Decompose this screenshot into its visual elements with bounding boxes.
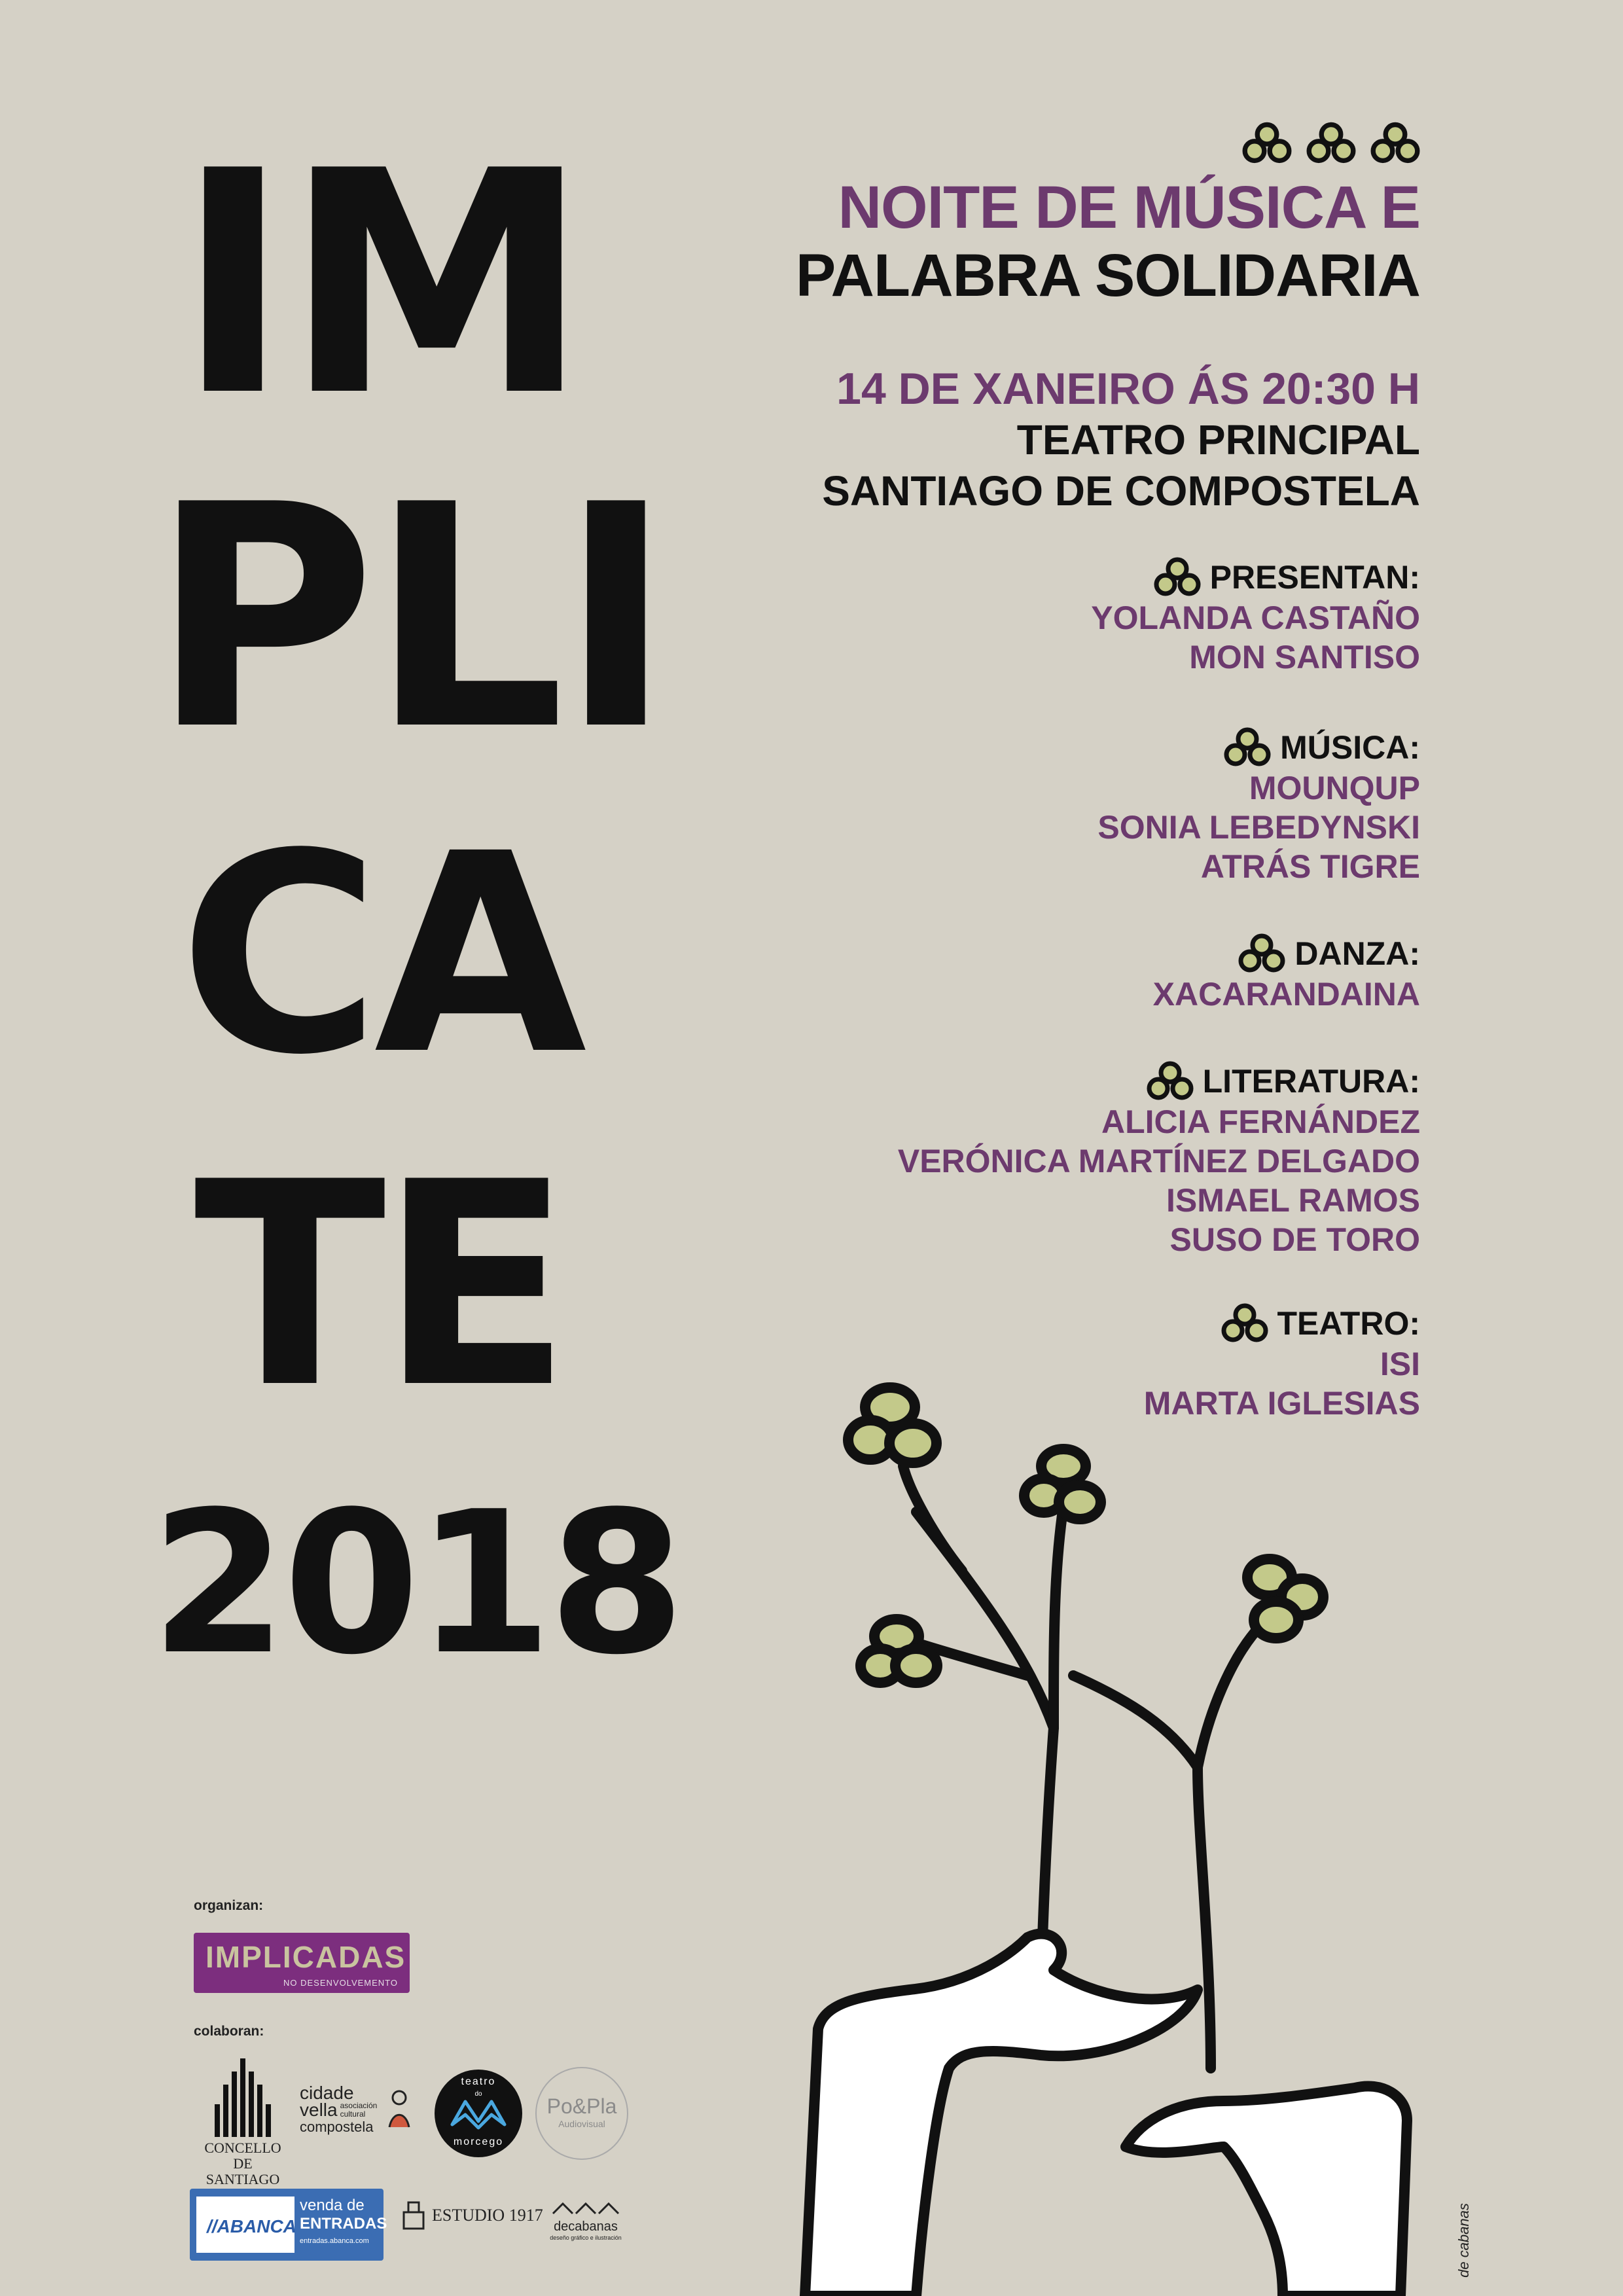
list-item: YOLANDA CASTAÑO — [1091, 600, 1420, 636]
section-heading: DANZA: — [1294, 935, 1420, 972]
title-line-year: 2018 — [151, 1469, 681, 1698]
list-item: MARTA IGLESIAS — [1143, 1385, 1420, 1422]
section-heading: PRESENTAN: — [1209, 559, 1420, 596]
list-item: ALICIA FERNÁNDEZ — [1101, 1103, 1420, 1140]
morcego-bottom-text: morcego — [453, 2136, 504, 2147]
trefoil-icon — [1370, 121, 1420, 166]
concello-logo — [194, 2058, 292, 2187]
event-details — [635, 363, 1420, 516]
list-item: SUSO DE TORO — [1169, 1221, 1420, 1258]
teatro-morcego-logo — [435, 2070, 522, 2157]
morcego-top-text: teatro — [461, 2076, 496, 2087]
implicadas-logo — [194, 1933, 410, 1993]
abanca-url: entradas.abanca.com — [300, 2237, 369, 2245]
list-item: MON SANTISO — [1189, 639, 1420, 675]
list-item: SONIA LEBEDYNSKI — [1097, 809, 1420, 846]
section-heading: MÚSICA: — [1280, 729, 1420, 766]
list-item: MOUNQUP — [1249, 770, 1420, 806]
big-title — [151, 105, 681, 1698]
decabanas-logo — [543, 2200, 628, 2241]
hands-plant-illustration — [766, 1361, 1492, 2296]
cidade-figure-icon — [383, 2088, 416, 2134]
morcego-mid-text: do — [474, 2090, 482, 2098]
cidade-text-3: compostela — [300, 2119, 374, 2135]
cidade-small-2: cultural — [340, 2109, 366, 2119]
headline-line-1: NOITE DE MÚSICA E — [838, 174, 1420, 241]
concello-line-1: CONCELLO DE — [204, 2140, 281, 2172]
title-line-te: TE — [194, 1122, 565, 1450]
cidade-text-1: cidade — [300, 2083, 354, 2103]
title-line-pli: PLI — [151, 439, 667, 797]
section-heading: LITERATURA: — [1202, 1063, 1420, 1100]
abanca-logo — [190, 2189, 387, 2261]
list-item: VERÓNICA MARTÍNEZ DELGADO — [897, 1143, 1420, 1179]
event-venue: TEATRO PRINCIPAL — [1016, 416, 1420, 463]
implicadas-logo-subtext: NO DESENVOLVEMENTO — [283, 1978, 398, 1988]
trefoil-icon — [1306, 121, 1356, 166]
bat-icon — [449, 2098, 508, 2131]
abanca-line-1: venda de — [300, 2197, 365, 2214]
section-musica — [635, 726, 1420, 886]
signature: de cabanas — [1455, 2203, 1472, 2278]
cidade-text-2: vella — [300, 2100, 338, 2120]
cidade-small-1: asociación — [340, 2101, 378, 2110]
popla-text: Po&Pla — [546, 2094, 617, 2118]
trefoil-icon — [1221, 1302, 1268, 1344]
popla-subtext: Audiovisual — [558, 2119, 605, 2129]
colaboran-label: colaboran: — [194, 2024, 264, 2039]
trefoil-icon — [1224, 726, 1271, 768]
list-item: XACARANDAINA — [1152, 976, 1420, 1013]
decabanas-text: decabanas — [554, 2219, 618, 2234]
trefoil-icon — [1242, 121, 1292, 166]
popla-logo — [535, 2067, 628, 2160]
list-item: ISI — [1380, 1346, 1420, 1382]
cathedral-icon — [194, 2058, 292, 2137]
abanca-name: //ABANCA — [207, 2216, 296, 2236]
decabanas-subtext: deseño gráfico e ilustración — [550, 2234, 622, 2241]
typewriter-icon — [401, 2199, 427, 2232]
decabanas-mark-icon — [550, 2200, 622, 2216]
trefoil-row — [1242, 121, 1420, 166]
section-heading: TEATRO: — [1277, 1305, 1420, 1342]
list-item: ATRÁS TIGRE — [1200, 848, 1420, 885]
trefoil-icon — [1154, 556, 1201, 598]
section-danza — [635, 933, 1420, 1014]
section-presentan — [635, 556, 1420, 677]
concello-line-2: SANTIAGO — [205, 2171, 280, 2187]
organizan-label: organizan: — [194, 1898, 264, 1913]
event-date-time: 14 DE XANEIRO ÁS 20:30 H — [836, 364, 1420, 414]
estudio-1917-logo — [401, 2199, 543, 2232]
abanca-line-2: ENTRADAS — [300, 2215, 387, 2233]
list-item: ISMAEL RAMOS — [1166, 1182, 1420, 1219]
trefoil-icon — [1238, 933, 1285, 975]
section-literatura — [635, 1060, 1420, 1259]
headline — [635, 173, 1420, 310]
title-line-ca: CA — [179, 795, 580, 1115]
title-line-im: IM — [175, 105, 584, 463]
estudio-text: ESTUDIO 1917 — [432, 2206, 543, 2225]
event-city: SANTIAGO DE COMPOSTELA — [822, 467, 1420, 514]
implicadas-logo-text: IMPLICADAS — [205, 1940, 406, 1974]
trefoil-icon — [1147, 1060, 1194, 1102]
headline-line-2: PALABRA SOLIDARIA — [795, 242, 1420, 309]
